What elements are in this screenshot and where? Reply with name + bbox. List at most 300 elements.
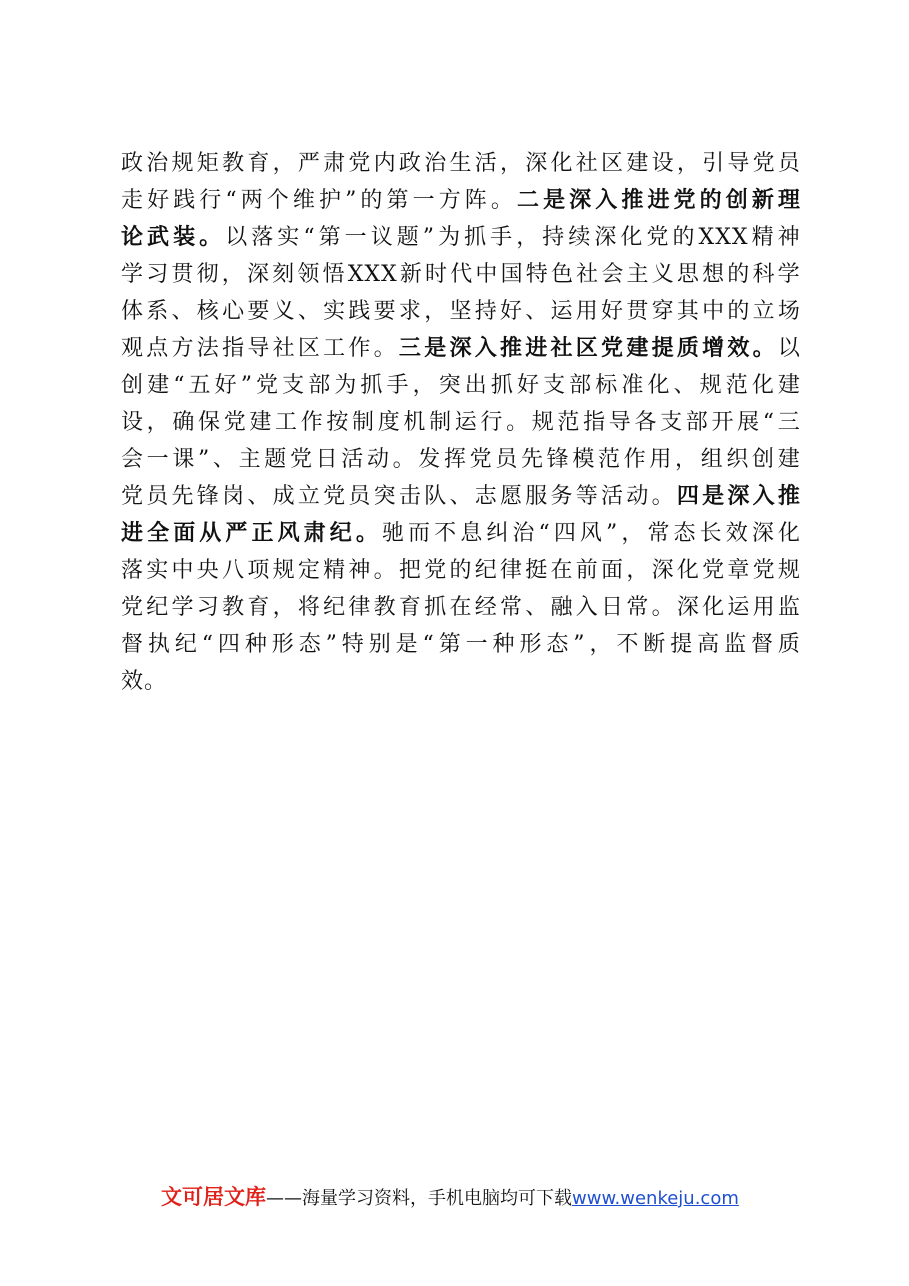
glyph: 时	[425, 262, 449, 287]
glyph: 推	[621, 188, 645, 213]
glyph: 护	[318, 188, 342, 213]
glyph: 学	[777, 262, 801, 287]
glyph: 击	[398, 484, 422, 509]
glyph: ，	[499, 151, 523, 176]
glyph: 悟	[322, 262, 346, 287]
glyph: 将	[297, 595, 321, 620]
glyph: 效	[727, 336, 751, 361]
glyph: 各	[634, 410, 658, 435]
glyph: 党	[289, 447, 313, 472]
glyph: 设	[651, 151, 675, 176]
glyph: 机	[403, 410, 427, 435]
glyph: 题	[264, 447, 288, 472]
glyph: 建	[147, 373, 171, 398]
glyph: 深	[651, 558, 675, 583]
glyph: 融	[550, 595, 574, 620]
glyph: 四	[676, 484, 700, 509]
glyph: 常	[626, 595, 650, 620]
glyph: 挥	[443, 447, 467, 472]
glyph: 范	[725, 373, 749, 398]
document-body	[121, 145, 801, 700]
glyph: 建	[777, 373, 801, 398]
glyph: 党	[223, 410, 247, 435]
glyph: 入	[595, 188, 619, 213]
glyph: 深	[727, 484, 751, 509]
glyph: 会	[121, 447, 145, 472]
glyph: 点	[146, 336, 170, 361]
glyph: ，	[272, 151, 296, 176]
glyph: 增	[702, 336, 726, 361]
glyph: 进	[121, 521, 145, 546]
glyph: 生	[449, 151, 473, 176]
glyph: 色	[550, 262, 574, 287]
glyph: 体	[121, 299, 145, 324]
glyph: “	[422, 632, 435, 657]
glyph: ，	[626, 558, 650, 583]
glyph: 质	[777, 632, 801, 657]
line-text	[121, 404, 801, 441]
glyph: 在	[550, 558, 574, 583]
glyph: 服	[525, 484, 549, 509]
glyph: 创	[752, 447, 776, 472]
glyph: 好	[601, 299, 625, 324]
glyph: 。	[373, 558, 397, 583]
glyph: 会	[601, 262, 625, 287]
glyph: 律	[499, 558, 523, 583]
glyph: 监	[724, 632, 748, 657]
glyph: 不	[616, 632, 640, 657]
glyph: 日	[315, 447, 339, 472]
footer-slogan: ——海量学习资料，手机电脑均可下载	[266, 1188, 572, 1209]
glyph: 、	[247, 484, 271, 509]
glyph: 建	[626, 336, 650, 361]
glyph: ”	[606, 521, 619, 546]
glyph: 育	[247, 595, 271, 620]
glyph: 的	[449, 558, 473, 583]
glyph: ”	[573, 632, 586, 657]
glyph: 矩	[196, 151, 220, 176]
glyph: 面	[601, 558, 625, 583]
glyph: 创	[725, 188, 749, 213]
glyph: 续	[568, 225, 592, 250]
glyph: 常	[647, 521, 671, 546]
glyph: 愿	[499, 484, 523, 509]
glyph: 进	[647, 188, 671, 213]
paragraph-line	[121, 182, 801, 219]
glyph: XXX	[347, 262, 398, 287]
glyph: 的	[727, 299, 751, 324]
glyph: 纪	[146, 595, 170, 620]
glyph: 刻	[272, 262, 296, 287]
glyph: 为	[438, 225, 462, 250]
glyph: “	[538, 521, 551, 546]
glyph: 化	[751, 373, 775, 398]
glyph: 。	[651, 595, 675, 620]
glyph: 章	[727, 558, 751, 583]
glyph: 是	[424, 336, 448, 361]
glyph: 党	[752, 558, 776, 583]
glyph: 效	[725, 521, 749, 546]
glyph: 严	[297, 151, 321, 176]
paragraph-line	[121, 404, 801, 441]
line-text	[121, 145, 801, 182]
glyph: 把	[398, 558, 422, 583]
glyph: 员	[495, 447, 519, 472]
glyph: ，	[412, 373, 436, 398]
glyph: 党	[702, 558, 726, 583]
glyph: 三	[777, 410, 801, 435]
glyph: 提	[670, 632, 694, 657]
glyph: ，	[675, 447, 699, 472]
glyph: 部	[685, 410, 709, 435]
glyph: 义	[651, 262, 675, 287]
glyph: 入	[474, 336, 498, 361]
glyph: ”	[422, 225, 436, 250]
glyph: “	[303, 225, 316, 250]
line-text	[121, 330, 801, 367]
glyph: 好	[147, 188, 171, 213]
glyph: 推	[777, 484, 801, 509]
glyph: 用	[575, 299, 599, 324]
glyph: 抓	[360, 373, 384, 398]
glyph: 学	[171, 595, 195, 620]
glyph: 、	[449, 484, 473, 509]
glyph: 种	[244, 632, 268, 657]
glyph: 。	[490, 188, 514, 213]
glyph: 好	[516, 373, 540, 398]
glyph: 育	[398, 595, 422, 620]
glyph: 、	[297, 299, 321, 324]
glyph: 创	[121, 373, 145, 398]
glyph: 形	[519, 632, 543, 657]
paragraph-line	[121, 478, 801, 515]
glyph: 导	[247, 336, 271, 361]
paragraph-line	[121, 145, 801, 182]
glyph: 中	[475, 262, 499, 287]
glyph: 一	[465, 632, 489, 657]
glyph: 场	[777, 299, 801, 324]
paragraph-line	[121, 626, 801, 663]
glyph: 习	[146, 262, 170, 287]
glyph: 作	[300, 410, 324, 435]
glyph: 纪	[329, 521, 353, 546]
glyph: 精	[323, 558, 347, 583]
glyph: 规	[531, 410, 555, 435]
glyph: 持	[542, 225, 566, 250]
glyph: 执	[147, 632, 171, 657]
glyph: 组	[700, 447, 724, 472]
glyph: 想	[702, 262, 726, 287]
glyph: 运	[727, 595, 751, 620]
glyph: 四	[217, 632, 241, 657]
glyph: 党	[121, 484, 145, 509]
glyph: 建	[626, 151, 650, 176]
glyph: 八	[222, 558, 246, 583]
glyph: 项	[247, 558, 271, 583]
glyph: 观	[121, 336, 145, 361]
glyph: 入	[752, 484, 776, 509]
glyph: 织	[726, 447, 750, 472]
glyph: 深	[449, 336, 473, 361]
line-text	[121, 293, 801, 330]
glyph: 风	[579, 521, 603, 546]
glyph: 法	[196, 336, 220, 361]
glyph: 先	[520, 447, 544, 472]
glyph: 支	[660, 410, 684, 435]
glyph: 特	[341, 632, 365, 657]
glyph: 规	[699, 373, 723, 398]
glyph: 动	[626, 484, 650, 509]
glyph: 面	[173, 521, 197, 546]
glyph: 科	[752, 262, 776, 287]
glyph: 化	[676, 558, 700, 583]
glyph: 深	[246, 262, 270, 287]
glyph: 两	[240, 188, 264, 213]
glyph: 特	[525, 262, 549, 287]
glyph: 中	[702, 299, 726, 324]
glyph: 党	[673, 188, 697, 213]
line-text	[121, 589, 801, 626]
glyph: 求	[398, 299, 422, 324]
paragraph-line	[121, 663, 801, 700]
glyph: 是	[543, 188, 567, 213]
glyph: 党	[646, 225, 670, 250]
glyph: 先	[171, 484, 195, 509]
glyph: 动	[366, 447, 390, 472]
paragraph-line	[121, 256, 801, 293]
glyph: 领	[297, 262, 321, 287]
glyph: 实	[323, 299, 347, 324]
glyph: 坚	[449, 299, 473, 324]
glyph: 化	[702, 595, 726, 620]
glyph: 肃	[323, 151, 347, 176]
glyph: 国	[500, 262, 524, 287]
glyph: 践	[348, 299, 372, 324]
glyph: 日	[601, 595, 625, 620]
glyph: 装	[173, 225, 197, 250]
glyph: 发	[418, 447, 442, 472]
glyph: 范	[557, 410, 581, 435]
glyph: 。	[651, 484, 675, 509]
glyph: 党	[752, 151, 776, 176]
paragraph-line	[121, 589, 801, 626]
glyph: 导	[727, 151, 751, 176]
glyph: 以	[225, 225, 249, 250]
glyph: 在	[449, 595, 473, 620]
glyph: 一	[412, 188, 436, 213]
glyph: 区	[297, 336, 321, 361]
glyph: 。	[392, 447, 416, 472]
glyph: 党	[469, 447, 493, 472]
glyph: 行	[199, 188, 223, 213]
glyph: 维	[292, 188, 316, 213]
glyph: 活	[474, 151, 498, 176]
glyph: 党	[348, 151, 372, 176]
glyph: 纠	[486, 521, 510, 546]
line-text	[121, 626, 801, 663]
glyph: 一	[146, 447, 170, 472]
glyph: 三	[398, 336, 422, 361]
glyph: 志	[474, 484, 498, 509]
glyph: 纪	[474, 558, 498, 583]
glyph: ”	[240, 373, 253, 398]
paragraph-line	[121, 441, 801, 478]
glyph: 准	[621, 373, 645, 398]
glyph: ，	[424, 299, 448, 324]
glyph: 第	[438, 632, 462, 657]
footer-banner	[161, 1182, 739, 1212]
glyph: 定	[297, 558, 321, 583]
glyph: 常	[499, 595, 523, 620]
glyph: 中	[171, 558, 195, 583]
glyph: 方	[438, 188, 462, 213]
glyph: ，	[146, 410, 170, 435]
glyph: 建	[777, 447, 801, 472]
glyph: 党	[601, 336, 625, 361]
glyph: “	[173, 373, 186, 398]
glyph: 。	[752, 336, 776, 361]
glyph: 态	[546, 632, 570, 657]
brand-name: 文可居文库	[161, 1185, 266, 1209]
glyph: 主	[626, 262, 650, 287]
glyph: 党	[121, 595, 145, 620]
line-text	[121, 182, 801, 219]
glyph: 锋	[196, 484, 220, 509]
glyph: 内	[373, 151, 397, 176]
glyph: 作	[623, 447, 647, 472]
glyph: 员	[777, 151, 801, 176]
glyph: 化	[647, 373, 671, 398]
glyph: 确	[172, 410, 196, 435]
glyph: 深	[594, 225, 618, 250]
glyph: 抓	[464, 225, 488, 250]
glyph: 从	[199, 521, 223, 546]
line-text	[121, 219, 801, 256]
glyph: 严	[225, 521, 249, 546]
glyph: 全	[147, 521, 171, 546]
glyph: 活	[341, 447, 365, 472]
glyph: 行	[480, 410, 504, 435]
glyph: 而	[408, 521, 432, 546]
glyph: 抓	[490, 373, 514, 398]
glyph: 、	[212, 447, 236, 472]
line-text	[121, 441, 801, 478]
glyph: 深	[751, 521, 775, 546]
glyph: 其	[676, 299, 700, 324]
glyph: 的	[727, 262, 751, 287]
glyph: 形	[271, 632, 295, 657]
glyph: 政	[398, 151, 422, 176]
glyph: 治	[512, 521, 536, 546]
glyph: 规	[171, 151, 195, 176]
glyph: 教	[222, 595, 246, 620]
glyph: 。	[199, 225, 223, 250]
glyph: 要	[247, 299, 271, 324]
glyph: 社	[576, 262, 600, 287]
glyph: 以	[777, 336, 801, 361]
line-text	[121, 367, 801, 404]
glyph: 主	[238, 447, 262, 472]
glyph: 。	[373, 336, 397, 361]
glyph: ，	[272, 595, 296, 620]
glyph: 区	[601, 151, 625, 176]
glyph: 化	[777, 521, 801, 546]
glyph: 质	[676, 336, 700, 361]
glyph: 规	[272, 558, 296, 583]
glyph: 央	[196, 558, 220, 583]
glyph: 抓	[424, 595, 448, 620]
glyph: 实	[146, 558, 170, 583]
glyph: 个	[266, 188, 290, 213]
line-text	[121, 515, 801, 552]
glyph: 督	[121, 632, 145, 657]
glyph: 部	[569, 373, 593, 398]
glyph: 核	[196, 299, 220, 324]
glyph: 风	[277, 521, 301, 546]
website-link[interactable]: www.wenkeju.com	[572, 1188, 739, 1209]
glyph: 入	[575, 595, 599, 620]
glyph: 彻	[196, 262, 220, 287]
glyph: 别	[368, 632, 392, 657]
glyph: 律	[348, 595, 372, 620]
glyph: ，	[516, 225, 540, 250]
glyph: 穿	[651, 299, 675, 324]
glyph: 岗	[222, 484, 246, 509]
glyph: 政	[121, 151, 145, 176]
glyph: 导	[608, 410, 632, 435]
glyph: 的	[699, 188, 723, 213]
glyph: 手	[386, 373, 410, 398]
glyph: 运	[550, 299, 574, 324]
glyph: “	[225, 188, 238, 213]
glyph: 范	[598, 447, 622, 472]
glyph: 贯	[626, 299, 650, 324]
glyph: 治	[424, 151, 448, 176]
glyph: 一	[344, 225, 368, 250]
glyph: 推	[499, 336, 523, 361]
glyph: 按	[326, 410, 350, 435]
glyph: ”	[345, 188, 358, 213]
glyph: 。	[506, 410, 530, 435]
glyph: 方	[171, 336, 195, 361]
glyph: 贯	[171, 262, 195, 287]
glyph: 肃	[303, 521, 327, 546]
glyph: 制	[352, 410, 376, 435]
glyph: 心	[222, 299, 246, 324]
glyph: 课	[172, 447, 196, 472]
glyph: 设	[121, 410, 145, 435]
glyph: 神	[348, 558, 372, 583]
glyph: 队	[424, 484, 448, 509]
glyph: 突	[373, 484, 397, 509]
glyph: 突	[438, 373, 462, 398]
glyph: 要	[373, 299, 397, 324]
glyph: 武	[147, 225, 171, 250]
glyph: 断	[643, 632, 667, 657]
glyph: 社	[272, 336, 296, 361]
glyph: 党	[256, 373, 280, 398]
glyph: 指	[222, 336, 246, 361]
glyph: 论	[121, 225, 145, 250]
glyph: 模	[572, 447, 596, 472]
glyph: 代	[450, 262, 474, 287]
glyph: 进	[525, 336, 549, 361]
glyph: 正	[251, 521, 275, 546]
glyph: 出	[464, 373, 488, 398]
glyph: 的	[672, 225, 696, 250]
glyph: 是	[702, 484, 726, 509]
glyph: ，	[589, 632, 613, 657]
